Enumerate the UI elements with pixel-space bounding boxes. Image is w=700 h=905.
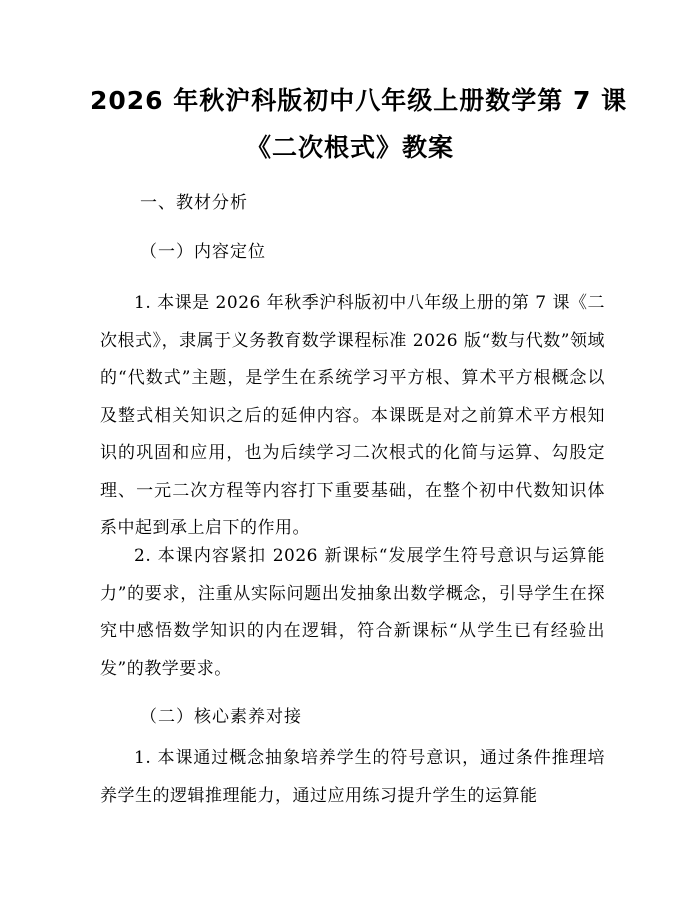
document-title-line-2: 《二次根式》教案 <box>245 133 454 162</box>
section-heading-textbook-analysis: 一、教材分析 <box>140 193 248 213</box>
document-title-line-1: 2026 年秋沪科版初中八年级上册数学第 7 课 <box>90 86 628 115</box>
subsection-heading-content-positioning: （一）内容定位 <box>140 242 266 262</box>
subsection-heading-core-literacy: （二）核心素养对接 <box>140 707 302 727</box>
paragraph-core-literacy-1: 1. 本课通过概念抽象培养学生的符号意识，通过条件推理培养学生的逻辑推理能力，通过应用练习提升学生的运算能 <box>100 748 605 806</box>
paragraph-content-positioning-2: 2. 本课内容紧扣 2026 新课标“发展学生符号意识与运算能力”的要求，注重从实际问题出发抽象出数学概念，引导学生在探究中感悟数学知识的内在逻辑，符合新课标“从学生已有经验出发”的教学要求。 <box>100 546 605 679</box>
paragraph-content-positioning-1: 1. 本课是 2026 年秋季沪科版初中八年级上册的第 7 课《二次根式》，隶属于义务教育数学课程标准 2026 版“数与代数”领域的“代数式”主题，是学生在系统学习平方根、算术平方根概念以及整式相关知识之后的延伸内容。本课既是对之前算术平方根知识的巩固和应用，也为后续学习二次根式的化简与运算、勾股定理、一元二次方程等内容打下重要基础，在整个初中代数知识体系中起到承上启下的作用。 <box>100 293 605 538</box>
